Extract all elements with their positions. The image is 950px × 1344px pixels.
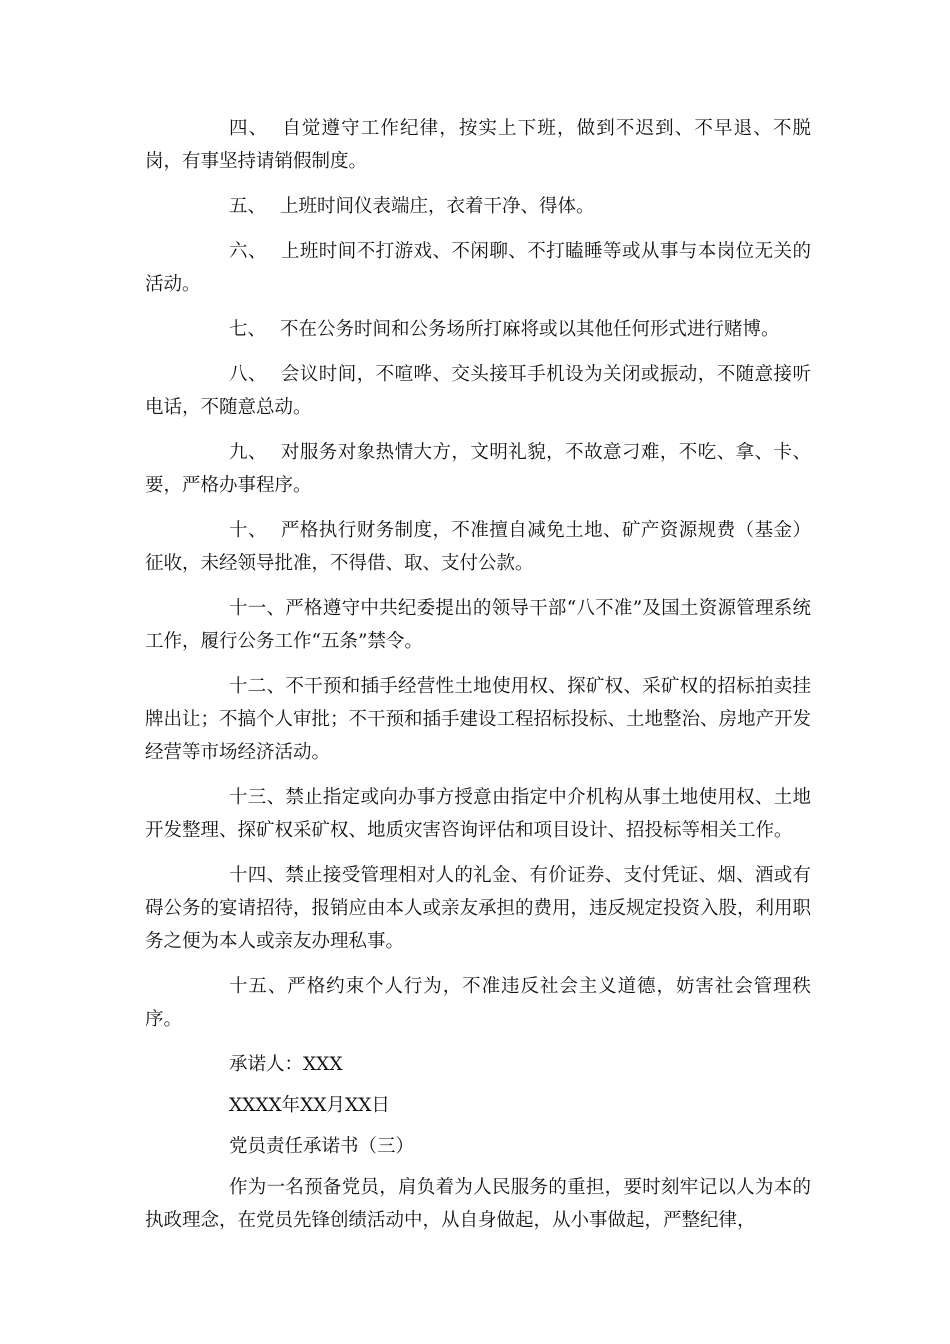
rule-text: 十一、严格遵守中共纪委提出的领导干部“八不准”及国土资源管理系统工作，履行公务工作“五条”禁令。 bbox=[145, 598, 811, 652]
rule-item-5 bbox=[145, 190, 811, 223]
rule-item-4 bbox=[145, 112, 811, 178]
document-body bbox=[145, 112, 811, 1249]
intro-paragraph: 作为一名预备党员，肩负着为人民服务的重担，要时刻牢记以人为本的执政理念，在党员先锋创绩活动中，从自身做起，从小事做起，严整纪律， bbox=[145, 1177, 811, 1231]
rule-text: 十四、禁止接受管理相对人的礼金、有价证券、支付凭证、烟、酒或有碍公务的宴请招待，报销应由本人或亲友承担的费用，违反规定投资入股，利用职务之便为本人或亲友办理私事。 bbox=[145, 865, 812, 952]
rule-text: 不在公务时间和公务场所打麻将或以其他任何形式进行赌博。 bbox=[280, 319, 780, 340]
rule-number: 八、 bbox=[229, 364, 267, 385]
rule-text: 严格执行财务制度，不准擅自减免土地、矿产资源规费（基金）征收，未经领导批准，不得借、取、支付公款。 bbox=[145, 520, 811, 574]
rule-item-10 bbox=[145, 514, 811, 580]
rule-text: 上班时间仪表端庄，衣着干净、得体。 bbox=[280, 196, 595, 217]
rule-item-6 bbox=[145, 235, 811, 301]
rule-text: 十三、禁止指定或向办事方授意由指定中介机构从事土地使用权、土地开发整理、探矿权采矿权、地质灾害咨询评估和项目设计、招投标等相关工作。 bbox=[145, 787, 811, 841]
rule-item-9 bbox=[145, 436, 811, 502]
rule-item-14 bbox=[145, 859, 811, 958]
rule-item-12 bbox=[145, 670, 811, 769]
rule-number: 五、 bbox=[229, 196, 267, 217]
rule-text: 十五、严格约束个人行为，不准违反社会主义道德，妨害社会管理秩序。 bbox=[145, 976, 811, 1030]
section-title: 党员责任承诺书（三） bbox=[229, 1136, 415, 1157]
rule-text: 会议时间，不喧哗、交头接耳手机设为关闭或振动，不随意接听电话，不随意总动。 bbox=[145, 364, 811, 418]
signer-line: 承诺人：XXX bbox=[229, 1054, 343, 1075]
rule-number: 四、 bbox=[229, 118, 269, 139]
rule-text: 上班时间不打游戏、不闲聊、不打瞌睡等或从事与本岗位无关的活动。 bbox=[145, 241, 811, 295]
rule-item-13 bbox=[145, 781, 811, 847]
rule-item-7 bbox=[145, 313, 811, 346]
rule-number: 七、 bbox=[229, 319, 267, 340]
rule-item-15 bbox=[145, 970, 811, 1036]
rule-item-8 bbox=[145, 358, 811, 424]
rule-item-11 bbox=[145, 592, 811, 658]
rule-text: 对服务对象热情大方，文明礼貌，不故意刁难，不吃、拿、卡、要，严格办事程序。 bbox=[145, 442, 811, 496]
rule-number: 十、 bbox=[229, 520, 267, 541]
rule-text: 十二、不干预和插手经营性土地使用权、探矿权、采矿权的招标拍卖挂牌出让；不搞个人审批；不干预和插手建设工程招标投标、土地整治、房地产开发经营等市场经济活动。 bbox=[145, 676, 812, 763]
date-line: XXXX年XX月XX日 bbox=[229, 1095, 390, 1116]
rule-text: 自觉遵守工作纪律，按实上下班，做到不迟到、不早退、不脱岗，有事坚持请销假制度。 bbox=[145, 118, 811, 172]
rule-number: 六、 bbox=[229, 241, 267, 262]
rule-number: 九、 bbox=[229, 442, 267, 463]
